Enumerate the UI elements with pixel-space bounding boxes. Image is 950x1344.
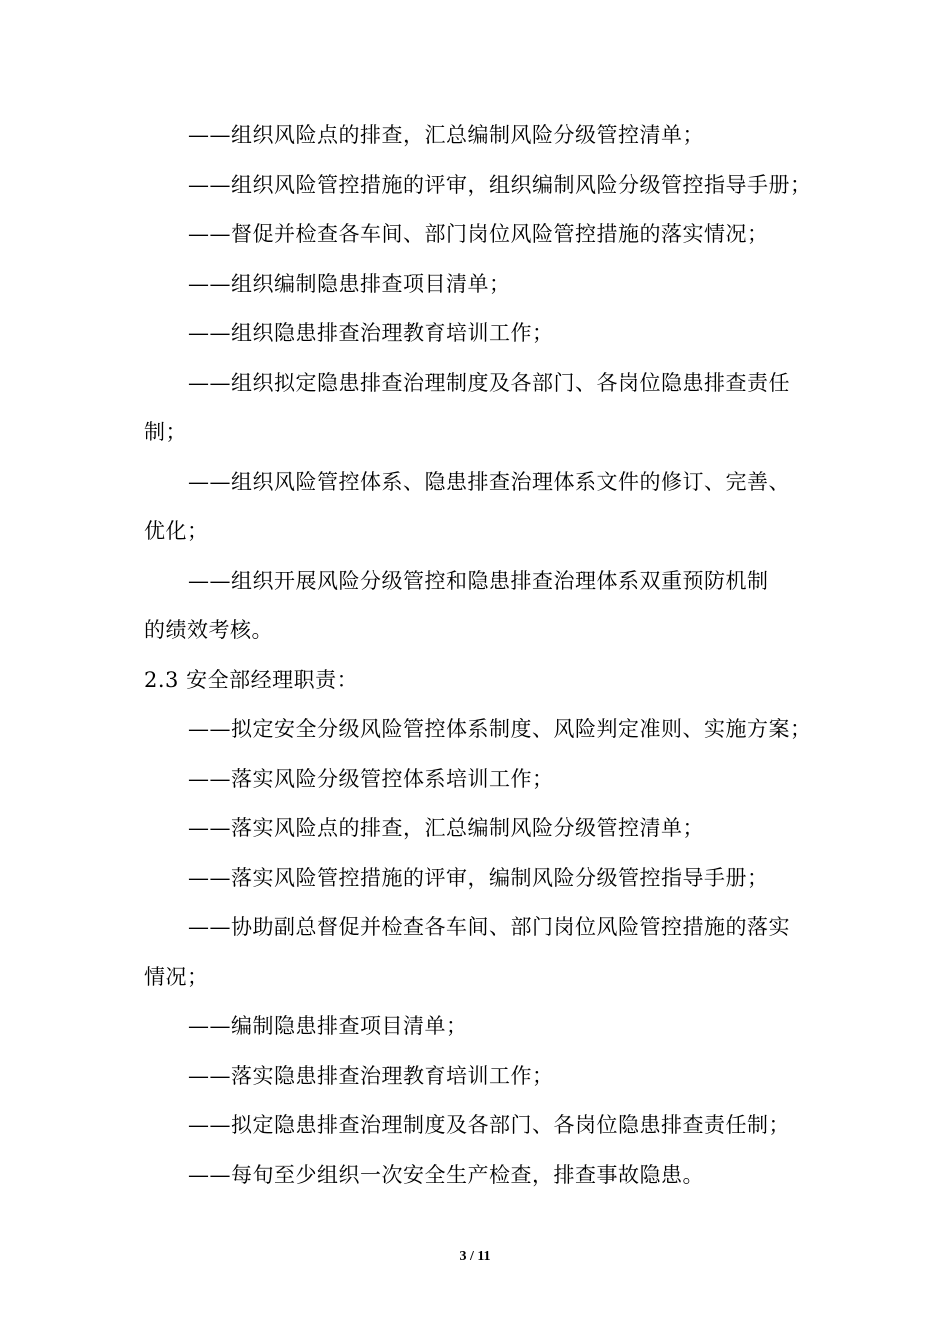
text-line-continuation: 的绩效考核。: [144, 618, 273, 642]
page-number: 3 / 11: [459, 1249, 491, 1264]
document-body: [144, 116, 814, 1205]
text-line: ——协助副总督促并检查各车间、部门岗位风险管控措施的落实: [188, 915, 790, 939]
section-heading: 2.3 安全部经理职责：: [144, 667, 359, 692]
text-line: ——落实风险分级管控体系培训工作；: [188, 766, 554, 791]
text-line: ——组织风险管控体系、隐患排查治理体系文件的修订、完善、: [188, 469, 790, 494]
text-line: ——督促并检查各车间、部门岗位风险管控措施的落实情况；: [188, 222, 769, 246]
text-line: ——落实隐患排查治理教育培训工作；: [188, 1063, 554, 1088]
text-line: ——编制隐患排查项目清单；: [188, 1014, 468, 1038]
text-line: ——组织编制隐患排查项目清单；: [188, 271, 511, 296]
text-line: ——组织风险管控措施的评审，组织编制风险分级管控指导手册；: [188, 172, 812, 197]
text-line: ——组织拟定隐患排查治理制度及各部门、各岗位隐患排查责任: [188, 370, 790, 395]
text-line: ——拟定安全分级风险管控体系制度、风险判定准则、实施方案；: [188, 717, 812, 741]
text-line: ——组织开展风险分级管控和隐患排查治理体系双重预防机制: [188, 568, 769, 593]
text-line-continuation: 优化；: [144, 519, 209, 543]
text-line: ——每旬至少组织一次安全生产检查，排查事故隐患。: [188, 1162, 704, 1187]
text-line-continuation: 情况；: [144, 964, 209, 989]
text-line: ——落实风险管控措施的评审，编制风险分级管控指导手册；: [188, 865, 769, 890]
text-line-continuation: 制；: [144, 420, 187, 444]
text-line: ——组织风险点的排查，汇总编制风险分级管控清单；: [188, 123, 704, 147]
text-line: ——落实风险点的排查，汇总编制风险分级管控清单；: [188, 816, 704, 840]
text-line: ——拟定隐患排查治理制度及各部门、各岗位隐患排查责任制；: [188, 1113, 790, 1137]
text-line: ——组织隐患排查治理教育培训工作；: [188, 321, 554, 345]
